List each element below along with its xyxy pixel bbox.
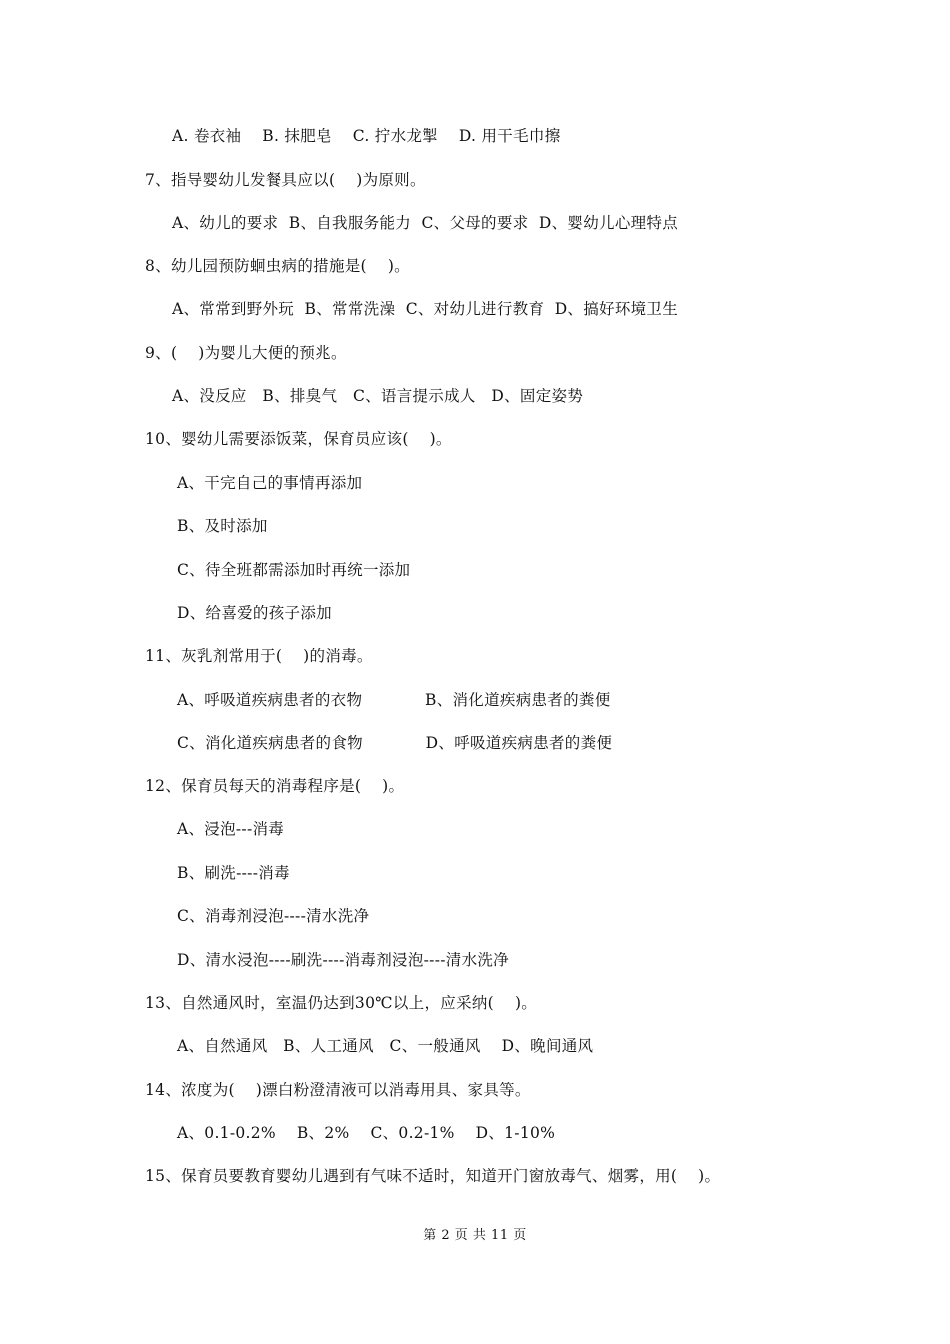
q8-options: A、常常到野外玩 B、常常洗澡 C、对幼儿进行教育 D、搞好环境卫生 — [172, 300, 679, 318]
q11-options-cd: C、消化道疾病患者的食物 D、呼吸道疾病患者的粪便 — [177, 734, 613, 752]
question-13: 13、自然通风时，室温仍达到30℃以上，应采纳( )。 — [145, 994, 538, 1012]
question-15: 15、保育员要教育婴幼儿遇到有气味不适时，知道开门窗放毒气、烟雾，用( )。 — [145, 1167, 721, 1185]
q12-option-b: B、刷洗----消毒 — [177, 864, 290, 882]
question-14: 14、浓度为( )漂白粉澄清液可以消毒用具、家具等。 — [145, 1081, 531, 1099]
question-10: 10、婴幼儿需要添饭菜，保育员应该( )。 — [145, 430, 452, 448]
q7-options: A、幼儿的要求 B、自我服务能力 C、父母的要求 D、婴幼儿心理特点 — [172, 214, 679, 232]
q12-option-a: A、浸泡---消毒 — [177, 820, 285, 838]
q13-options: A、自然通风 B、人工通风 C、一般通风 D、晚间通风 — [177, 1037, 594, 1055]
page-footer: 第 2 页 共 11 页 — [423, 1228, 527, 1243]
q12-option-d: D、清水浸泡----刷洗----消毒剂浸泡----清水洗净 — [177, 951, 509, 969]
question-9: 9、( )为婴儿大便的预兆。 — [145, 344, 347, 362]
question-8: 8、幼儿园预防蛔虫病的措施是( )。 — [145, 257, 410, 275]
question-7: 7、指导婴幼儿发餐具应以( )为原则。 — [145, 171, 426, 189]
q11-options-ab: A、呼吸道疾病患者的衣物 B、消化道疾病患者的粪便 — [177, 691, 611, 709]
q10-option-b: B、及时添加 — [177, 517, 268, 535]
q14-options: A、0.1-0.2% B、2% C、0.2-1% D、1-10% — [177, 1124, 556, 1142]
q9-options: A、没反应 B、排臭气 C、语言提示成人 D、固定姿势 — [172, 387, 584, 405]
question-11: 11、灰乳剂常用于( )的消毒。 — [145, 647, 373, 665]
q10-option-a: A、干完自己的事情再添加 — [177, 474, 363, 492]
q10-option-c: C、待全班都需添加时再统一添加 — [177, 561, 411, 579]
q12-option-c: C、消毒剂浸泡----清水洗净 — [177, 907, 370, 925]
question-12: 12、保育员每天的消毒程序是( )。 — [145, 777, 405, 795]
q10-option-d: D、给喜爱的孩子添加 — [177, 604, 332, 622]
q6-options: A. 卷衣袖 B. 抹肥皂 C. 拧水龙掣 D. 用干毛巾擦 — [172, 127, 561, 145]
